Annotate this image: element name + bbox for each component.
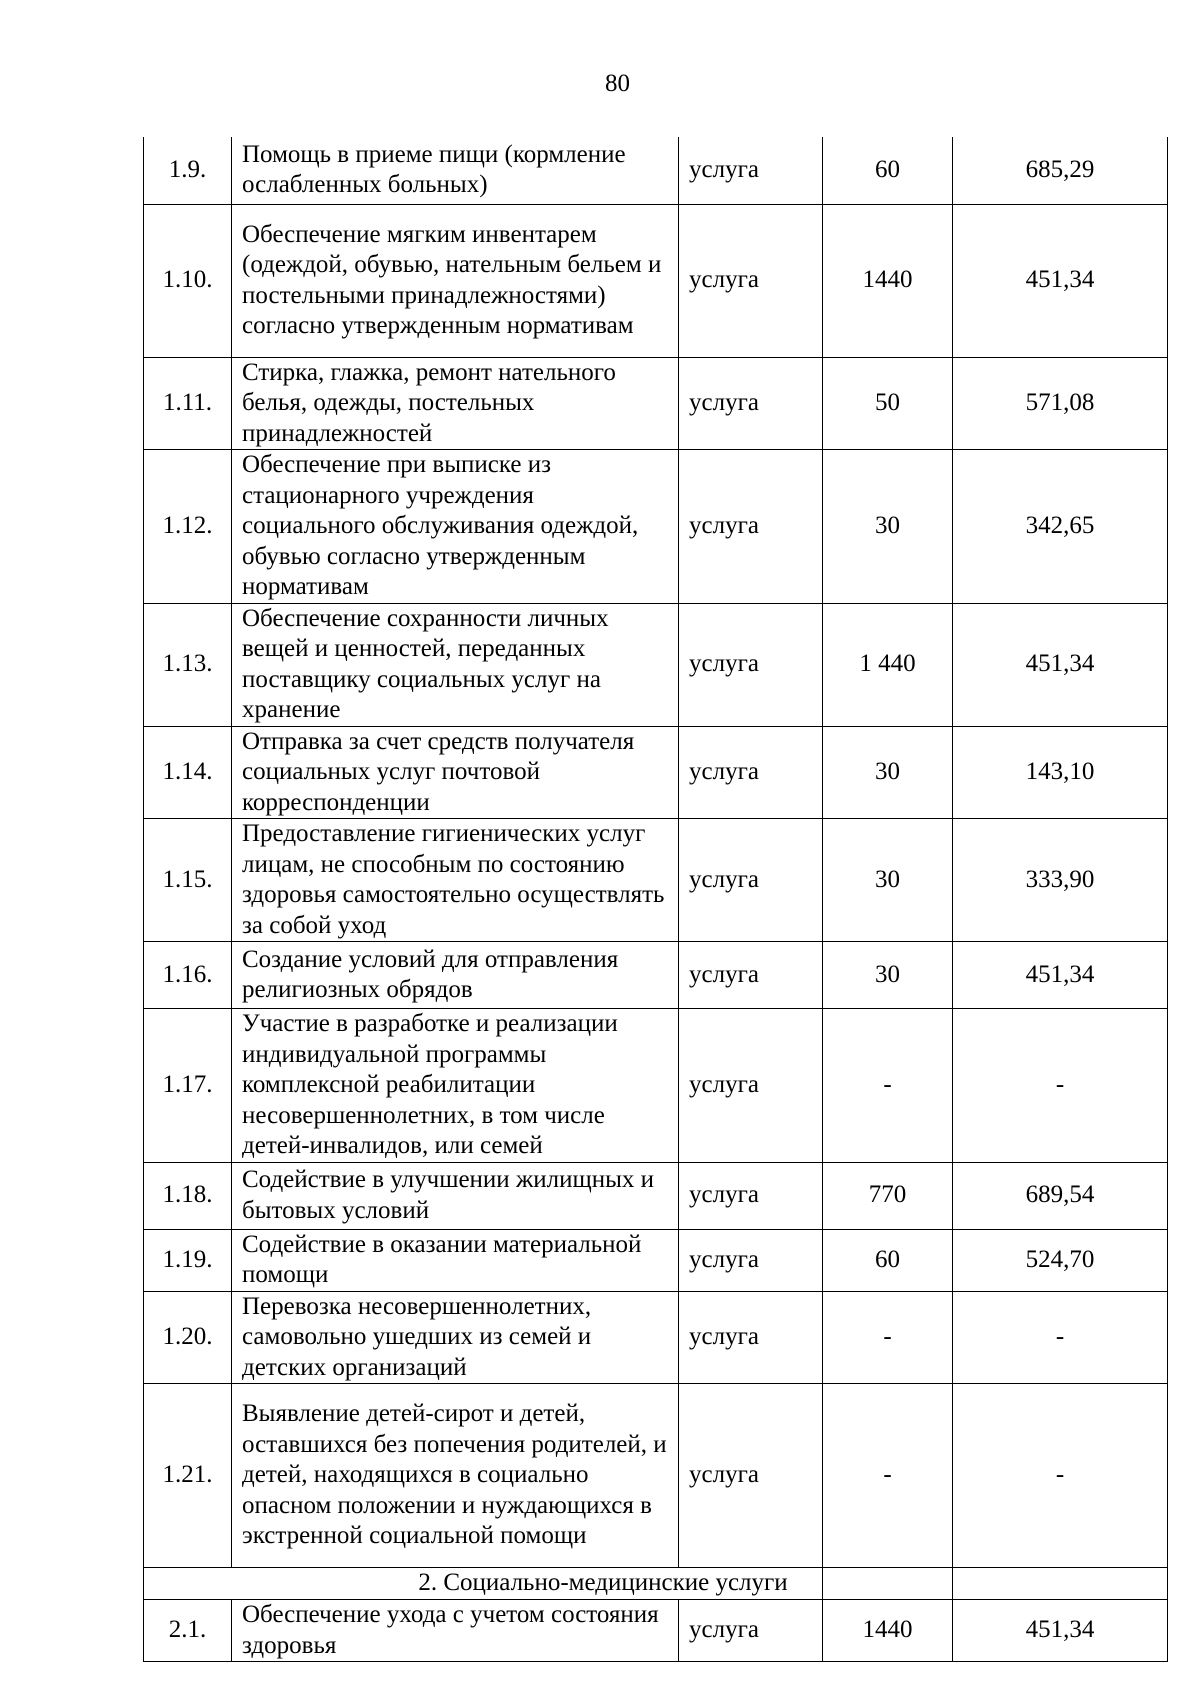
table-row bbox=[144, 1600, 1168, 1662]
row-number: 1.18. bbox=[144, 1162, 232, 1229]
service-name: Помощь в приеме пищи (кормление ослабленных больных) bbox=[232, 137, 679, 204]
quantity: 60 bbox=[823, 1229, 953, 1291]
quantity: 1440 bbox=[823, 1600, 953, 1662]
unit: услуга bbox=[679, 1162, 823, 1229]
price: 333,90 bbox=[953, 819, 1168, 942]
unit: услуга bbox=[679, 726, 823, 819]
quantity: 30 bbox=[823, 942, 953, 1009]
page-number: 80 bbox=[605, 70, 630, 97]
row-number: 1.16. bbox=[144, 942, 232, 1009]
table-row bbox=[144, 603, 1168, 726]
table-row bbox=[144, 942, 1168, 1009]
empty-cell bbox=[953, 1568, 1168, 1600]
row-number: 1.9. bbox=[144, 137, 232, 204]
quantity: 50 bbox=[823, 357, 953, 450]
service-name: Содействие в улучшении жилищных и бытовых условий bbox=[232, 1162, 679, 1229]
services-table bbox=[143, 137, 1168, 1662]
service-name: Обеспечение ухода с учетом состояния здоровья bbox=[232, 1600, 679, 1662]
table-row bbox=[144, 1229, 1168, 1291]
row-number: 1.21. bbox=[144, 1384, 232, 1568]
section-title-cell bbox=[144, 1568, 823, 1600]
quantity: 60 bbox=[823, 137, 953, 204]
service-name: Обеспечение сохранности личных вещей и ценностей, переданных поставщику социальных услуг на хранение bbox=[232, 603, 679, 726]
quantity: 30 bbox=[823, 819, 953, 942]
price: 451,34 bbox=[953, 1600, 1168, 1662]
price: 451,34 bbox=[953, 942, 1168, 1009]
empty-cell bbox=[823, 1568, 953, 1600]
row-number: 1.14. bbox=[144, 726, 232, 819]
price: 685,29 bbox=[953, 137, 1168, 204]
table-row bbox=[144, 1162, 1168, 1229]
row-number: 1.17. bbox=[144, 1009, 232, 1163]
unit: услуга bbox=[679, 1291, 823, 1384]
unit: услуга bbox=[679, 450, 823, 604]
unit: услуга bbox=[679, 1384, 823, 1568]
section-title: 2. Социально-медицинские услуги bbox=[418, 1569, 788, 1597]
service-name: Предоставление гигиенических услуг лицам, не способным по состоянию здоровья самостоятельно осуществлять за собой уход bbox=[232, 819, 679, 942]
row-number: 1.15. bbox=[144, 819, 232, 942]
table-row bbox=[144, 1384, 1168, 1568]
table-row bbox=[144, 357, 1168, 450]
row-number: 1.13. bbox=[144, 603, 232, 726]
service-name: Участие в разработке и реализации индивидуальной программы комплексной реабилитации несовершеннолетних, в том числе детей-инвалидов, или семей bbox=[232, 1009, 679, 1163]
service-name: Выявление детей-сирот и детей, оставшихся без попечения родителей, и детей, находящихся в социально опасном положении и нуждающихся в экстренной социальной помощи bbox=[232, 1384, 679, 1568]
quantity: - bbox=[823, 1291, 953, 1384]
row-number: 1.20. bbox=[144, 1291, 232, 1384]
row-number: 1.19. bbox=[144, 1229, 232, 1291]
unit: услуга bbox=[679, 137, 823, 204]
price: 524,70 bbox=[953, 1229, 1168, 1291]
quantity: 770 bbox=[823, 1162, 953, 1229]
unit: услуга bbox=[679, 603, 823, 726]
price: 571,08 bbox=[953, 357, 1168, 450]
price: - bbox=[953, 1384, 1168, 1568]
table-row bbox=[144, 726, 1168, 819]
price: - bbox=[953, 1291, 1168, 1384]
service-name: Создание условий для отправления религиозных обрядов bbox=[232, 942, 679, 1009]
table-row bbox=[144, 1009, 1168, 1163]
unit: услуга bbox=[679, 1009, 823, 1163]
row-number: 2.1. bbox=[144, 1600, 232, 1662]
price: 451,34 bbox=[953, 603, 1168, 726]
price: 689,54 bbox=[953, 1162, 1168, 1229]
service-name: Стирка, глажка, ремонт нательного белья, одежды, постельных принадлежностей bbox=[232, 357, 679, 450]
table-row bbox=[144, 1291, 1168, 1384]
service-name: Обеспечение мягким инвентарем (одеждой, обувью, нательным бельем и постельными принадлежностями) согласно утвержденным нормативам bbox=[232, 204, 679, 357]
price: 451,34 bbox=[953, 204, 1168, 357]
service-name: Обеспечение при выписке из стационарного учреждения социального обслуживания одеждой, обувью согласно утвержденным нормативам bbox=[232, 450, 679, 604]
table-row bbox=[144, 137, 1168, 204]
table-row bbox=[144, 450, 1168, 604]
quantity: 30 bbox=[823, 726, 953, 819]
quantity: - bbox=[823, 1384, 953, 1568]
service-name: Перевозка несовершеннолетних, самовольно ушедших из семей и детских организаций bbox=[232, 1291, 679, 1384]
service-name: Содействие в оказании материальной помощи bbox=[232, 1229, 679, 1291]
unit: услуга bbox=[679, 942, 823, 1009]
quantity: 1 440 bbox=[823, 603, 953, 726]
section-row bbox=[144, 1568, 1168, 1600]
quantity: 30 bbox=[823, 450, 953, 604]
table-row bbox=[144, 819, 1168, 942]
price: - bbox=[953, 1009, 1168, 1163]
unit: услуга bbox=[679, 357, 823, 450]
unit: услуга bbox=[679, 1229, 823, 1291]
price: 342,65 bbox=[953, 450, 1168, 604]
quantity: - bbox=[823, 1009, 953, 1163]
row-number: 1.10. bbox=[144, 204, 232, 357]
row-number: 1.12. bbox=[144, 450, 232, 604]
unit: услуга bbox=[679, 819, 823, 942]
quantity: 1440 bbox=[823, 204, 953, 357]
table-row bbox=[144, 204, 1168, 357]
row-number: 1.11. bbox=[144, 357, 232, 450]
service-name: Отправка за счет средств получателя социальных услуг почтовой корреспонденции bbox=[232, 726, 679, 819]
unit: услуга bbox=[679, 204, 823, 357]
price: 143,10 bbox=[953, 726, 1168, 819]
unit: услуга bbox=[679, 1600, 823, 1662]
